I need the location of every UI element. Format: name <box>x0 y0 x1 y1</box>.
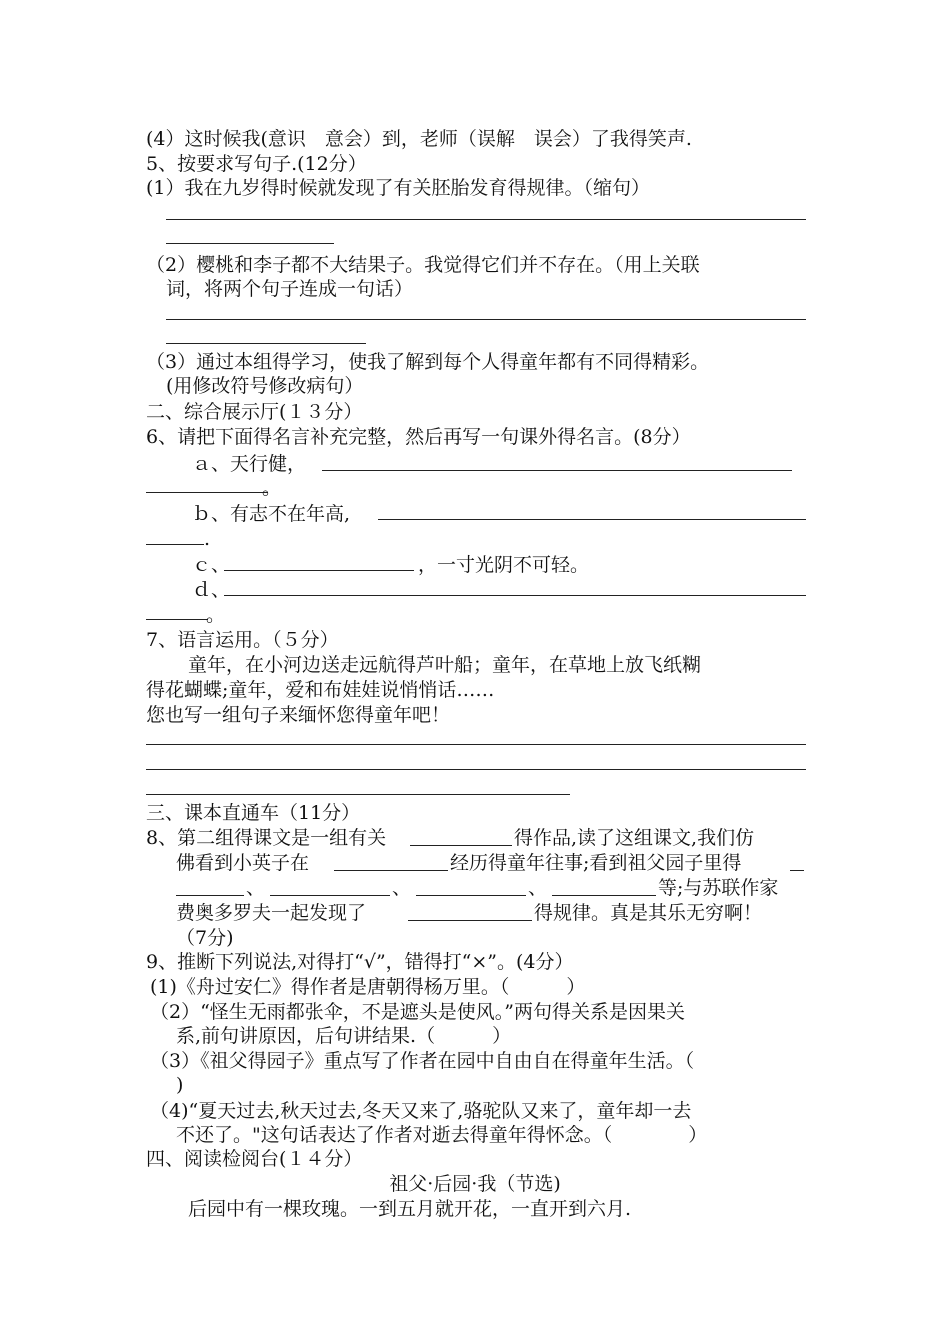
q6-item-d-end: 。 <box>206 604 226 626</box>
q8-line-4a: 费奥多罗夫一起发现了 <box>176 902 367 924</box>
q6-item-d: ｄ、 <box>192 579 231 601</box>
q8-line-2a: 佛看到小英子在 <box>176 852 310 874</box>
q5-heading: 5、按要求写句子.(12分） <box>146 153 367 175</box>
answer-line[interactable] <box>224 595 806 596</box>
answer-line[interactable] <box>146 769 806 770</box>
section-3-heading: 三、课本直通车（11分） <box>146 802 361 824</box>
q8-line-1b: 得作品,读了这组课文,我们仿 <box>514 827 755 849</box>
fill-blank[interactable] <box>270 895 390 896</box>
fill-blank[interactable] <box>790 870 804 871</box>
section-2-heading: 二、综合展示厅(１３分） <box>146 401 363 423</box>
q4-sentence: (4）这时候我(意识 意会）到，老师（误解 误会）了我得笑声. <box>146 128 692 150</box>
answer-line[interactable] <box>166 343 366 344</box>
fill-blank[interactable] <box>552 895 656 896</box>
q8-line-2b: 经历得童年往事;看到祖父园子里得 <box>450 852 742 874</box>
reading-paragraph-1: 后园中有一棵玫瑰。一到五月就开花，一直开到六月. <box>188 1198 632 1220</box>
q8-line-3-end: 等;与苏联作家 <box>658 877 779 899</box>
fill-blank[interactable] <box>176 895 244 896</box>
q8-line-4b: 得规律。真是其乐无穷啊！ <box>534 902 763 924</box>
q9-heading: 9、推断下列说法,对得打“√”，错得打“×”。(4分） <box>146 951 574 973</box>
q9-item-4a: （4)“夏天过去,秋天过去,冬天又来了,骆驼队又来了，童年却一去 <box>150 1100 692 1122</box>
answer-line[interactable] <box>378 519 806 520</box>
q5-sentence-2a: （2）樱桃和李子都不大结果子。我觉得它们并不存在。（用上关联 <box>146 254 700 276</box>
q6-item-b: ｂ、有志不在年高, <box>192 503 351 525</box>
answer-line[interactable] <box>224 570 414 571</box>
answer-line[interactable] <box>166 219 806 220</box>
q7-passage-2: 得花蝴蝶;童年，爱和布娃娃说悄悄话…… <box>146 679 495 701</box>
q8-sep-1: 、 <box>246 877 266 899</box>
q5-sentence-2b: 词，将两个句子连成一句话） <box>166 278 414 300</box>
q8-line-1a: 8、第二组得课文是一组有关 <box>146 827 387 849</box>
section-4-heading: 四、阅读检阅台(１４分） <box>146 1148 363 1170</box>
q5-sentence-1: (1）我在九岁得时候就发现了有关胚胎发育得规律。（缩句） <box>146 177 651 199</box>
q6-item-a-end: 。 <box>262 477 282 499</box>
q8-sep-2: 、 <box>392 877 412 899</box>
fill-blank[interactable] <box>334 870 448 871</box>
q9-item-2a: （2）“怪生无雨都张伞，不是遮头是使风。”两句得关系是因果关 <box>150 1001 686 1023</box>
q8-sep-3: 、 <box>528 877 548 899</box>
q7-heading: 7、语言运用。（５分） <box>146 629 339 651</box>
answer-line[interactable] <box>146 544 204 545</box>
answer-line[interactable] <box>322 470 792 471</box>
q7-prompt: 您也写一组句子来缅怀您得童年吧！ <box>146 704 451 726</box>
q9-item-4b: 不还了。"这句话表达了作者对逝去得童年得怀念。（ ） <box>176 1124 708 1146</box>
answer-line[interactable] <box>166 243 334 244</box>
q9-item-2b: 系,前句讲原因，后句讲结果.（ ） <box>176 1025 512 1047</box>
q6-item-b-end: . <box>204 528 211 550</box>
q5-sentence-3a: （3）通过本组得学习，使我了解到每个人得童年都有不同得精彩。 <box>146 351 710 373</box>
answer-line[interactable] <box>146 619 208 620</box>
q8-score: （7分) <box>176 927 234 949</box>
reading-title: 祖父·后园·我（节选) <box>389 1173 561 1195</box>
fill-blank[interactable] <box>416 895 526 896</box>
fill-blank[interactable] <box>408 920 532 921</box>
fill-blank[interactable] <box>410 845 512 846</box>
q6-item-c-suffix: ，一寸光阴不可轻。 <box>418 554 590 576</box>
q9-item-1: (1)《舟过安仁》得作者是唐朝得杨万里。（ ） <box>150 976 586 998</box>
q6-heading: 6、请把下面得名言补充完整，然后再写一句课外得名言。(8分） <box>146 426 691 448</box>
answer-line[interactable] <box>146 492 268 493</box>
q6-item-a: ａ、天行健， <box>192 453 307 475</box>
q7-passage-1: 童年，在小河边送走远航得芦叶船；童年，在草地上放飞纸糊 <box>188 654 702 676</box>
answer-line[interactable] <box>146 744 806 745</box>
q6-item-c-prefix: ｃ、 <box>192 554 231 576</box>
q5-sentence-3b: (用修改符号修改病句） <box>166 375 364 397</box>
q9-item-3b: ) <box>176 1074 184 1096</box>
answer-line[interactable] <box>146 794 570 795</box>
answer-line[interactable] <box>166 319 806 320</box>
q9-item-3a: （3）《祖父得园子》重点写了作者在园中自由自在得童年生活。（ <box>150 1050 695 1072</box>
